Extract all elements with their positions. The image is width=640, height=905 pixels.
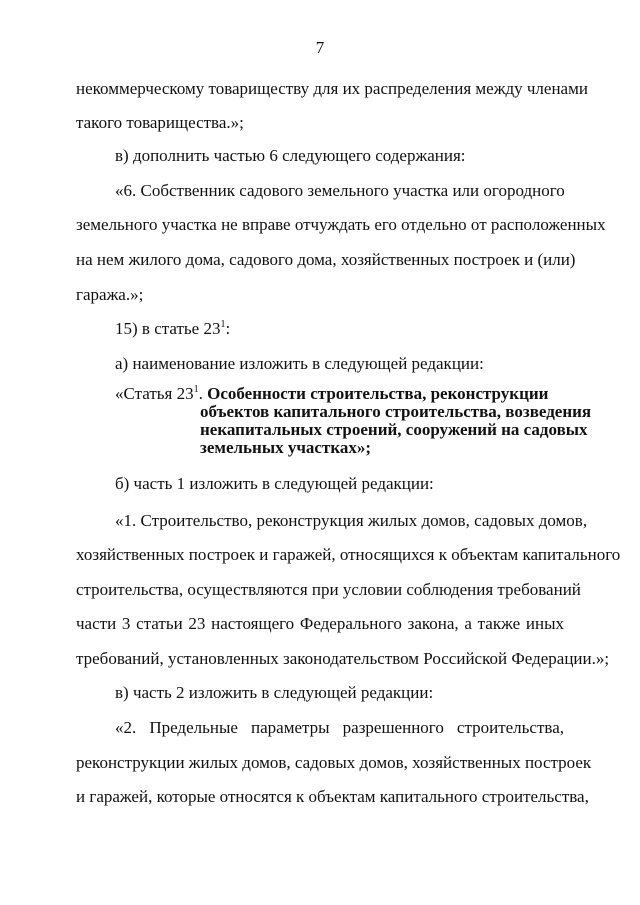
text-line: требований, установленных законодательством Российской Федерации.»; bbox=[76, 649, 610, 668]
article-heading-dot: . bbox=[198, 384, 203, 403]
text-line: б) часть 1 изложить в следующей редакции: bbox=[115, 474, 434, 493]
text-line: земельного участка не вправе отчуждать его отдельно от расположенных bbox=[76, 215, 606, 234]
article-heading-prefix: «Статья 23 bbox=[115, 384, 194, 403]
text-line: некоммерческому товариществу для их распределения между членами bbox=[76, 79, 588, 98]
text-fragment: : bbox=[225, 319, 231, 338]
text-line: и гаражей, которые относятся к объектам капитального строительства, bbox=[76, 787, 589, 806]
text-line: в) дополнить частью 6 следующего содержания: bbox=[115, 146, 466, 165]
text-line: на нем жилого дома, садового дома, хозяйственных построек и (или) bbox=[76, 250, 576, 269]
article-heading-title: объектов капитального строительства, возведения bbox=[200, 402, 592, 421]
text-line: строительства, осуществляются при условии соблюдения требований bbox=[76, 580, 581, 599]
article-heading-title: Особенности строительства, реконструкции bbox=[207, 384, 549, 403]
article-heading-row bbox=[115, 385, 575, 403]
text-line: «1. Строительство, реконструкция жилых домов, садовых домов, bbox=[115, 511, 588, 530]
article-heading-title: некапитальных строений, сооружений на садовых bbox=[200, 420, 588, 439]
superscript: 1 bbox=[193, 384, 199, 395]
superscript: 1 bbox=[220, 319, 226, 330]
text-line: гаража.»; bbox=[76, 285, 144, 304]
text-line: реконструкции жилых домов, садовых домов, хозяйственных построек bbox=[76, 753, 592, 772]
article-heading-title: земельных участках»; bbox=[200, 438, 372, 457]
text-line: хозяйственных построек и гаражей, относящихся к объектам капитального bbox=[76, 545, 621, 564]
text-line: части 3 статьи 23 настоящего Федерального закона, а также иных bbox=[76, 614, 564, 633]
text-line: «6. Собственник садового земельного участка или огородного bbox=[115, 181, 565, 200]
text-line: «2. Предельные параметры разрешенного строительства, bbox=[115, 718, 564, 737]
text-fragment: 15) в статье 23 bbox=[115, 319, 221, 338]
text-line-with-sup bbox=[115, 319, 230, 339]
article-heading bbox=[115, 384, 592, 457]
text-line: в) часть 2 изложить в следующей редакции: bbox=[115, 683, 434, 702]
page-number: 7 bbox=[315, 38, 325, 57]
text-line: такого товарищества.»; bbox=[76, 113, 244, 132]
text-line: а) наименование изложить в следующей редакции: bbox=[115, 354, 484, 373]
